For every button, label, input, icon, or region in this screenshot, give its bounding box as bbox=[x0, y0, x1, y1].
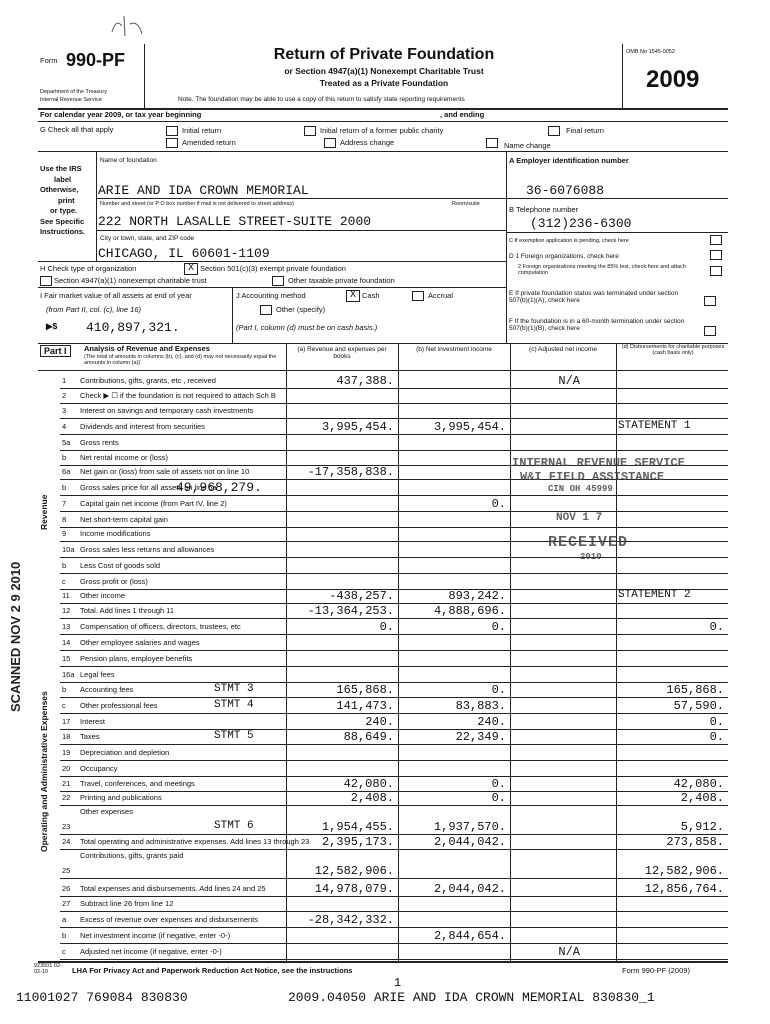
col-a-value: -438,257. bbox=[329, 589, 394, 603]
otherwise: Otherwise, bbox=[40, 185, 79, 194]
check-all-label: G Check all that apply bbox=[40, 125, 114, 134]
row-divider bbox=[60, 557, 728, 558]
footer-lha: LHA For Privacy Act and Paperwork Reduction Act Notice, see the instructions bbox=[72, 966, 353, 975]
col-d-value: 0. bbox=[709, 715, 724, 729]
calendar-line: For calendar year 2009, or tax year beginning bbox=[40, 110, 202, 119]
col-b-value: 240. bbox=[477, 715, 506, 729]
row-label: Printing and publications bbox=[80, 793, 162, 802]
row-number: 3 bbox=[62, 406, 67, 415]
row-divider bbox=[60, 878, 728, 879]
row-number: 7 bbox=[62, 499, 67, 508]
row-divider bbox=[60, 682, 728, 683]
row-divider bbox=[60, 896, 728, 897]
col-b-value: 2,044,042. bbox=[433, 882, 506, 896]
c-exemption-checkbox[interactable] bbox=[710, 235, 722, 245]
j-accrual-checkbox[interactable] bbox=[412, 291, 424, 301]
and-ending: , and ending bbox=[440, 110, 485, 119]
stamp-scanned: SCANNED NOV 2 9 2010 bbox=[8, 561, 23, 712]
row-divider bbox=[60, 805, 728, 806]
irs-label-block bbox=[40, 164, 85, 238]
row-number: b bbox=[62, 483, 67, 492]
d2-foreign-label: 2 Foreign organizations meeting the 85% test, check here and attach computation bbox=[518, 264, 686, 277]
row-label: Income modifications bbox=[80, 529, 151, 538]
part1-title: Analysis of Revenue and Expenses bbox=[84, 344, 210, 353]
row-number: 8 bbox=[62, 515, 67, 524]
row-divider bbox=[60, 849, 728, 850]
col-b-value: 3,995,454. bbox=[433, 420, 506, 434]
row-divider bbox=[60, 603, 728, 604]
col-b-value: 0. bbox=[491, 497, 506, 511]
row-number: a bbox=[62, 915, 67, 924]
row-number: c bbox=[62, 577, 66, 586]
col-a-value: 240. bbox=[365, 715, 394, 729]
row-divider bbox=[60, 618, 728, 619]
c-exemption-label: C If exemption application is pending, check here bbox=[509, 238, 629, 244]
row-divider bbox=[60, 943, 728, 944]
street-label: Number and street (or P O box number if mail is not delivered to street address) bbox=[100, 201, 295, 207]
row-label: Total operating and administrative expenses. Add lines 13 through 23 bbox=[80, 837, 310, 846]
tax-year: 2009 bbox=[646, 66, 700, 93]
col-a-value: 141,473. bbox=[336, 699, 394, 713]
initial-return-checkbox[interactable] bbox=[166, 126, 178, 136]
col-d-value: 273,858. bbox=[666, 835, 724, 849]
row-divider bbox=[60, 927, 728, 928]
row-label: Adjusted net income (if negative, enter -0-) bbox=[80, 947, 222, 956]
h-4947-checkbox[interactable] bbox=[40, 276, 52, 286]
j-label: J Accounting method bbox=[236, 291, 306, 300]
row-number: 24 bbox=[62, 837, 71, 846]
h-501c3-label: Section 501(c)(3) exempt private foundation bbox=[200, 264, 346, 273]
form-number: 990-PF bbox=[66, 50, 126, 70]
omb-number: OMB No 1545-0052 bbox=[626, 49, 675, 55]
dept-line1: Department of the Treasury bbox=[40, 89, 107, 95]
row-label: Gross profit or (loss) bbox=[80, 577, 148, 586]
part1-label: Part I bbox=[40, 345, 71, 357]
col-b-value: 2,044,042. bbox=[433, 835, 506, 849]
row-label: Net investment income (if negative, enter -0-) bbox=[80, 931, 231, 940]
col-a-value: 14,978,079. bbox=[314, 882, 394, 896]
row-label: Interest bbox=[80, 717, 106, 726]
telephone: (312)236-6300 bbox=[530, 216, 632, 231]
row-label: Other professional fees bbox=[80, 701, 158, 710]
col-a-value: 42,080. bbox=[343, 777, 394, 791]
row-label: Taxes bbox=[80, 732, 100, 741]
row-number: 17 bbox=[62, 717, 71, 726]
h-other-checkbox[interactable] bbox=[272, 276, 284, 286]
row-number: 10a bbox=[62, 545, 75, 554]
i-from: (from Part II, col. (c), line 16) bbox=[46, 305, 142, 314]
row-statement-ref: STMT 3 bbox=[214, 683, 254, 695]
row-number: 25 bbox=[62, 866, 71, 875]
col-b-value: 0. bbox=[491, 683, 506, 697]
name-change-checkbox[interactable] bbox=[486, 138, 498, 148]
col-a-value: 88,649. bbox=[343, 730, 394, 744]
j-other-label: Other (specify) bbox=[276, 305, 326, 314]
row-label: Depreciation and depletion bbox=[80, 748, 170, 757]
initial-former-label: Initial return of a former public charity bbox=[320, 126, 444, 135]
row-statement-ref: STMT 5 bbox=[214, 730, 254, 742]
col-b-value: 0. bbox=[491, 791, 506, 805]
h-other-label: Other taxable private foundation bbox=[288, 276, 395, 285]
col-a-value: -13,364,253. bbox=[307, 604, 394, 618]
col-a-value: 12,582,906. bbox=[314, 864, 394, 878]
col-a-value: 165,868. bbox=[336, 683, 394, 697]
col-a-value: -28,342,332. bbox=[307, 913, 394, 927]
fair-market-value: 410,897,321. bbox=[86, 320, 180, 335]
row-label: Less Cost of goods sold bbox=[80, 561, 161, 570]
row-divider bbox=[60, 495, 728, 496]
col-c-header: (c) Adjusted net income bbox=[529, 346, 597, 353]
stamp-cincinnati: CIN OH 45999 bbox=[548, 484, 613, 494]
initial-return-label: Initial return bbox=[182, 126, 222, 135]
row-statement-ref: STMT 4 bbox=[214, 699, 254, 711]
col-a-header: (a) Revenue and expenses per books bbox=[297, 346, 387, 361]
row-number: 5a bbox=[62, 438, 71, 447]
col-b-value: 83,883. bbox=[455, 699, 506, 713]
city-state-zip: CHICAGO, IL 60601-1109 bbox=[98, 246, 270, 261]
row-divider bbox=[60, 573, 728, 574]
name-change-label: Name change bbox=[504, 141, 551, 150]
col-d-value: 5,912. bbox=[680, 820, 724, 834]
row-number: 27 bbox=[62, 899, 71, 908]
row-number: c bbox=[62, 947, 66, 956]
side-expenses: Operating and Administrative Expenses bbox=[39, 691, 49, 852]
row-divider bbox=[60, 527, 728, 528]
row-divider bbox=[60, 697, 728, 698]
row-number: 1 bbox=[62, 376, 67, 385]
row-label: Check ▶ ☐ if the foundation is not required to attach Sch B bbox=[80, 391, 276, 400]
col-a-value: -17,358,838. bbox=[307, 465, 394, 479]
stamp-internal: INTERNAL REVENUE SERVICE bbox=[512, 456, 685, 470]
e-label: E If private foundation status was terminated under section 507(b)(1)(A), check here bbox=[509, 290, 679, 305]
col-b-value: 0. bbox=[491, 620, 506, 634]
row-number: 18 bbox=[62, 732, 71, 741]
row-divider bbox=[60, 388, 728, 389]
row-label: Other income bbox=[80, 591, 126, 600]
stamp-wai: W&I FIELD ASSISTANCE bbox=[520, 470, 665, 484]
row-label: Gross sales less returns and allowances bbox=[80, 545, 215, 554]
row-label: Other expenses bbox=[80, 807, 133, 816]
dept-line2: Internal Revenue Service bbox=[40, 97, 102, 103]
col-a-value: 437,388. bbox=[336, 374, 394, 388]
amended-return-label: Amended return bbox=[182, 138, 236, 147]
col-d-value: 57,590. bbox=[673, 699, 724, 713]
col-c-value: N/A bbox=[558, 945, 580, 959]
d1-foreign-label: D 1 Foreign organizations, check here bbox=[509, 253, 619, 260]
i-dollar: ▶$ bbox=[46, 321, 58, 331]
initial-former-checkbox[interactable] bbox=[304, 126, 316, 136]
row-number: b bbox=[62, 685, 67, 694]
h-label: H Check type of organization bbox=[40, 264, 137, 273]
j-cash-label: Cash bbox=[362, 291, 380, 300]
row-divider bbox=[60, 791, 728, 792]
row-divider bbox=[60, 834, 728, 835]
foundation-name: ARIE AND IDA CROWN MEMORIAL bbox=[98, 183, 309, 198]
employer-id: 36-6076088 bbox=[526, 183, 605, 198]
row-divider bbox=[60, 403, 728, 404]
col-b-value: 2,844,654. bbox=[433, 929, 506, 943]
col-d-value: 42,080. bbox=[673, 777, 724, 791]
stamp-nov: NOV 1 7 bbox=[556, 512, 603, 524]
footer-bottom-right: 2009.04050 ARIE AND IDA CROWN MEMORIAL 830830_1 bbox=[288, 990, 655, 1005]
row-label: Interest on savings and temporary cash investments bbox=[80, 406, 254, 415]
use-irs: Use the IRS bbox=[40, 164, 82, 173]
final-return-label: Final return bbox=[566, 126, 604, 135]
e-checkbox[interactable] bbox=[704, 296, 716, 306]
foundation-name-label: Name of foundation bbox=[100, 157, 157, 164]
row-divider bbox=[60, 634, 728, 635]
footer-code: 923501 02-02-10 bbox=[34, 963, 62, 976]
row-divider bbox=[60, 450, 728, 451]
stamp-received: RECEIVED bbox=[548, 534, 629, 551]
col-b-value: 1,937,570. bbox=[433, 820, 506, 834]
row-number: 16a bbox=[62, 670, 75, 679]
row-number: 19 bbox=[62, 748, 71, 757]
row-label: Legal fees bbox=[80, 670, 115, 679]
i-label: I Fair market value of all assets at end of year bbox=[40, 291, 192, 300]
j-cash-checkbox[interactable]: X bbox=[346, 290, 360, 302]
employer-id-label: A Employer identification number bbox=[509, 156, 629, 165]
row-label: Compensation of officers, directors, trustees, etc bbox=[80, 622, 241, 631]
col-d-value: 0. bbox=[709, 620, 724, 634]
form-prefix: Form bbox=[40, 56, 58, 65]
subtitle-2: Treated as a Private Foundation bbox=[319, 78, 449, 88]
row-label: Excess of revenue over expenses and disbursements bbox=[80, 915, 259, 924]
row-divider bbox=[60, 729, 728, 730]
stamp-extra: 2010 bbox=[580, 552, 602, 562]
j-other-checkbox[interactable] bbox=[260, 305, 272, 315]
d1-foreign-checkbox[interactable] bbox=[710, 250, 722, 260]
f-checkbox[interactable] bbox=[704, 326, 716, 336]
row-divider bbox=[60, 650, 728, 651]
row-divider bbox=[60, 744, 728, 745]
footer-form-ref: Form 990-PF (2009) bbox=[622, 966, 690, 975]
street-address: 222 NORTH LASALLE STREET-SUITE 2000 bbox=[98, 214, 372, 229]
row-label: Travel, conferences, and meetings bbox=[80, 779, 195, 788]
col-b-value: 4,888,696. bbox=[433, 604, 506, 618]
amended-return-checkbox[interactable] bbox=[166, 138, 178, 148]
instructions-word: Instructions. bbox=[40, 227, 86, 236]
row-label: Net short-term capital gain bbox=[80, 515, 168, 524]
row-number: 15 bbox=[62, 654, 71, 663]
col-b-value: 0. bbox=[491, 777, 506, 791]
row-divider bbox=[60, 418, 728, 419]
part1-title-note: (The total of amounts in columns (b), (c), and (d) may not necessarily equal the amounts in column (a)) bbox=[84, 354, 277, 367]
row-number: 11 bbox=[62, 591, 70, 600]
row-number: b bbox=[62, 561, 67, 570]
col-d-value: STATEMENT 2 bbox=[618, 589, 691, 601]
city-label: City or town, state, and ZIP code bbox=[100, 235, 195, 242]
row-divider bbox=[60, 959, 728, 960]
row-number: c bbox=[62, 701, 66, 710]
final-return-checkbox[interactable] bbox=[548, 126, 560, 136]
col-d-value: 0. bbox=[709, 730, 724, 744]
row-divider bbox=[60, 713, 728, 714]
row-label: Contributions, gifts, grants paid bbox=[80, 851, 184, 860]
row-divider bbox=[60, 911, 728, 912]
row-label: Net rental income or (loss) bbox=[80, 453, 168, 462]
d2-foreign-checkbox[interactable] bbox=[710, 266, 722, 276]
col-d-value: 12,856,764. bbox=[644, 882, 724, 896]
side-revenue: Revenue bbox=[39, 494, 49, 530]
row-number: 22 bbox=[62, 793, 71, 802]
row-number: 13 bbox=[62, 622, 71, 631]
row-label: Dividends and interest from securities bbox=[80, 422, 206, 431]
col-a-value: 1,954,455. bbox=[321, 820, 394, 834]
handwritten-mark bbox=[108, 12, 148, 42]
col-b-value: 893,242. bbox=[448, 589, 506, 603]
col-a-value: 2,408. bbox=[350, 791, 394, 805]
col-d-value: 165,868. bbox=[666, 683, 724, 697]
room-suite-label: Room/suite bbox=[452, 201, 480, 207]
row-label: Net gain or (loss) from sale of assets not on line 10 bbox=[80, 467, 250, 476]
row-number: 12 bbox=[62, 606, 71, 615]
footer-bottom-left: 11001027 769084 830830 bbox=[16, 990, 188, 1005]
row-number: 4 bbox=[62, 422, 67, 431]
row-number: 23 bbox=[62, 822, 71, 831]
row-divider bbox=[60, 434, 728, 435]
subtitle-1: or Section 4947(a)(1) Nonexempt Charitable Trust bbox=[284, 66, 484, 76]
row-statement-ref: STMT 6 bbox=[214, 820, 254, 832]
col-a-value: 3,995,454. bbox=[321, 420, 394, 434]
row-number: b bbox=[62, 931, 67, 940]
label-word: label bbox=[54, 174, 72, 184]
row-label: Gross rents bbox=[80, 438, 119, 447]
row-divider bbox=[60, 666, 728, 667]
row-label: Other employee salaries and wages bbox=[80, 638, 200, 647]
row-label: Contributions, gifts, grants, etc , received bbox=[80, 376, 216, 385]
row-label: Subtract line 26 from line 12 bbox=[80, 899, 174, 908]
header-note: Note. The foundation may be able to use a copy of this return to satisfy state reporting requirements bbox=[178, 96, 465, 103]
row-number: 6a bbox=[62, 467, 71, 476]
address-change-checkbox[interactable] bbox=[324, 138, 336, 148]
h-4947-label: Section 4947(a)(1) nonexempt charitable trust bbox=[54, 276, 207, 285]
row-number: 14 bbox=[62, 638, 71, 647]
h-501c3-checkbox[interactable]: X bbox=[184, 263, 198, 275]
row-label: Occupancy bbox=[80, 764, 118, 773]
print-word: print bbox=[58, 195, 75, 205]
row-number: 2 bbox=[62, 391, 67, 400]
row-label: Pension plans, employee benefits bbox=[80, 654, 193, 663]
gross-sales-value: 49,968,279. bbox=[176, 480, 262, 495]
row-label: Accounting fees bbox=[80, 685, 134, 694]
f-label: F If the foundation is in a 60-month termination under section 507(b)(1)(B), check here bbox=[509, 318, 685, 333]
page-title: Return of Private Foundation bbox=[273, 46, 495, 63]
row-number: 26 bbox=[62, 884, 71, 893]
row-divider bbox=[60, 776, 728, 777]
address-change-label: Address change bbox=[340, 138, 395, 147]
j-accrual-label: Accrual bbox=[428, 291, 454, 300]
col-d-value: 12,582,906. bbox=[644, 864, 724, 878]
row-number: 9 bbox=[62, 529, 67, 538]
col-a-value: 2,395,173. bbox=[321, 835, 394, 849]
row-divider bbox=[60, 760, 728, 761]
col-d-header: (d) Disbursements for charitable purposes (cash basis only) bbox=[621, 344, 725, 357]
col-b-header: (b) Net investment income bbox=[416, 346, 492, 353]
row-label: Capital gain net income (from Part IV, line 2) bbox=[80, 499, 227, 508]
see-specific: See Specific bbox=[40, 216, 85, 226]
row-number: 21 bbox=[62, 779, 71, 788]
or-type: or type. bbox=[50, 206, 78, 215]
row-label: Gross sales price for all assets on line 6a bbox=[80, 483, 217, 492]
page-number: 1 bbox=[394, 976, 402, 990]
col-d-value: 2,408. bbox=[680, 791, 724, 805]
row-label: Total. Add lines 1 through 11 bbox=[80, 606, 175, 615]
row-number: 20 bbox=[62, 764, 71, 773]
row-divider bbox=[60, 511, 728, 512]
col-b-value: 22,349. bbox=[455, 730, 506, 744]
col-c-value: N/A bbox=[558, 374, 580, 388]
part1-col-note: (Part I, column (d) must be on cash basis.) bbox=[236, 323, 378, 332]
telephone-label: B Telephone number bbox=[509, 205, 579, 214]
row-number: b bbox=[62, 453, 67, 462]
col-a-value: 0. bbox=[379, 620, 394, 634]
row-label: Total expenses and disbursements. Add lines 24 and 25 bbox=[80, 884, 266, 893]
col-d-value: STATEMENT 1 bbox=[618, 420, 691, 432]
